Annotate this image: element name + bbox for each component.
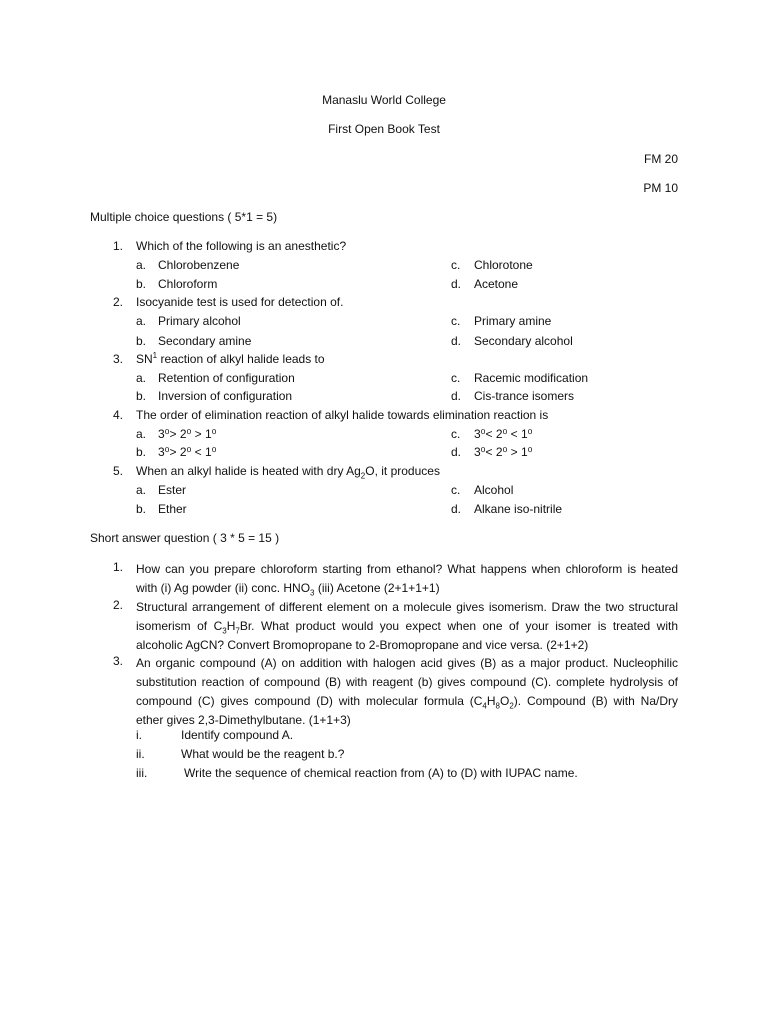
option-letter: d.	[451, 502, 462, 516]
option-text: Primary amine	[474, 314, 552, 328]
short-heading: Short answer question ( 3 * 5 = 15 )	[90, 531, 280, 545]
option-letter: d.	[451, 389, 462, 403]
option-letter: a.	[136, 314, 147, 328]
mcq-number: 4.	[113, 408, 124, 422]
mcq-heading: Multiple choice questions ( 5*1 = 5)	[90, 210, 278, 224]
mcq-question: When an alkyl halide is heated with dry $Ag_2O$, it produces	[136, 464, 440, 481]
option-letter: d.	[451, 334, 462, 348]
mcq-question: The order of elimination reaction of alkyl halide towards elimination reaction is	[136, 408, 549, 422]
option-text: Secondary alcohol	[474, 334, 573, 348]
option-text: Ester	[158, 483, 187, 497]
mcq-question: Isocyanide test is used for detection of.	[136, 295, 344, 309]
option-letter: b.	[136, 334, 147, 348]
option-letter: a.	[136, 258, 147, 272]
option-text: Primary alcohol	[158, 314, 241, 328]
option-letter: c.	[451, 371, 461, 385]
college-name: Manaslu World College	[322, 93, 446, 107]
mcq-number: 5.	[113, 464, 124, 478]
option-letter: c.	[451, 258, 461, 272]
option-letter: b.	[136, 277, 147, 291]
option-letter: b.	[136, 389, 147, 403]
option-text: 3⁰< 2⁰ > 1⁰	[474, 445, 533, 459]
option-text: Chloroform	[158, 277, 218, 291]
option-text: Secondary amine	[158, 334, 252, 348]
option-text: Cis-trance isomers	[474, 389, 575, 403]
mcq-number: 1.	[113, 239, 124, 253]
option-letter: c.	[451, 427, 461, 441]
option-text: 3⁰< 2⁰ < 1⁰	[474, 427, 533, 441]
short-number: 1.	[113, 560, 124, 574]
sub-number: ii.	[136, 747, 145, 761]
option-text: Inversion of configuration	[158, 389, 293, 403]
option-letter: b.	[136, 445, 147, 459]
short-number: 3.	[113, 654, 124, 668]
mcq-number: 2.	[113, 295, 124, 309]
option-text: 3⁰> 2⁰ > 1⁰	[158, 427, 217, 441]
option-letter: b.	[136, 502, 147, 516]
option-text: Racemic modification	[474, 371, 589, 385]
option-text: Acetone	[474, 277, 519, 291]
option-letter: d.	[451, 445, 462, 459]
test-title: First Open Book Test	[328, 122, 440, 136]
sub-question: Identify compound A.	[181, 728, 294, 742]
option-text: Alkane iso-nitrile	[474, 502, 563, 516]
short-number: 2.	[113, 598, 124, 612]
sub-number: i.	[136, 728, 142, 742]
sub-question: Write the sequence of chemical reaction from (A) to (D) with IUPAC name.	[184, 766, 578, 780]
short-question: Structural arrangement of different element on a molecule gives isomerism. Draw the two structural isomerism of $C_3H_7Br$. What product would you expect when one of your isomer is treated with alcoholic AgCN? Convert Bromopropane to 2-Bromopropane and vice versa. (2+1+2)	[136, 600, 678, 652]
option-text: Chlorotone	[474, 258, 533, 272]
option-letter: a.	[136, 483, 147, 497]
option-text: 3⁰> 2⁰ < 1⁰	[158, 445, 217, 459]
mcq-number: 3.	[113, 352, 124, 366]
option-letter: a.	[136, 427, 147, 441]
mcq-question: Which of the following is an anesthetic?	[136, 239, 347, 253]
sub-number: iii.	[136, 766, 148, 780]
option-letter: c.	[451, 314, 461, 328]
option-text: Ether	[158, 502, 187, 516]
option-letter: d.	[451, 277, 462, 291]
option-text: Retention of configuration	[158, 371, 295, 385]
short-question: An organic compound (A) on addition with halogen acid gives (B) as a major product. Nucleophilic substitution reaction of compound (B) with reagent (b) gives compound (C). complete hydrolysis of compound (C) gives compound (D) with molecular formula $(C_4H_8O_2)$. Compound (B) with Na/Dry ether gives 2,3-Dimethylbutane. (1+1+3)	[136, 656, 678, 727]
full-marks: FM 20	[643, 152, 678, 166]
sub-question: What would be the reagent b.?	[181, 747, 345, 761]
option-letter: c.	[451, 483, 461, 497]
short-question: How can you prepare chloroform starting from ethanol? What happens when chloroform is heated with (i) Ag powder (ii) conc. $HNO_3$ (iii) Acetone (2+1+1+1)	[136, 562, 678, 598]
option-letter: a.	[136, 371, 147, 385]
mcq-question: $SN^1$ reaction of alkyl halide leads to	[136, 351, 325, 366]
option-text: Chlorobenzene	[158, 258, 240, 272]
pass-marks: PM 10	[643, 181, 678, 195]
option-text: Alcohol	[474, 483, 514, 497]
